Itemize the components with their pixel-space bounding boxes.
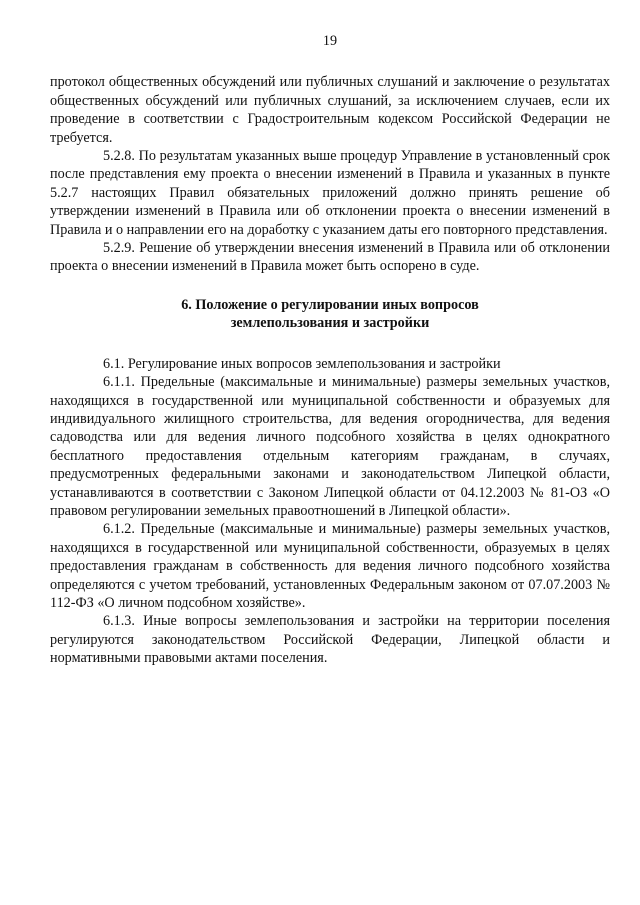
section-6-body	[50, 355, 610, 668]
section-6-heading-line2: землепользования и застройки	[230, 315, 430, 332]
paragraph-6-1-1: 6.1.1. Предельные (максимальные и минимальные) размеры земельных участков, находящихся в государственной или муниципальной собственности и образуемых для индивидуального жилищного строительства, для ведения огородничества, для ведения садоводства или для ведения личного подсобного хозяйства в целях однократного бесплатного предоставления отдельным категориям гражданам, в случаях, предусмотренных федеральными законами и законодательством Липецкой области, устанавливаются в соответствии с Законом Липецкой области от 04.12.2003 № 81-ОЗ «О правовом регулировании земельных правоотношений в Липецкой области».	[50, 374, 610, 519]
section-5-continuation	[50, 73, 610, 275]
page-number: 19	[322, 33, 338, 49]
paragraph-6-1-2: 6.1.2. Предельные (максимальные и минимальные) размеры земельных участков, находящихся в государственной или муниципальной собственности, образуемых в целях предоставления гражданам в собственность для ведения личного подсобного хозяйства определяются с учетом требований, установленных Федеральным законом от 07.07.2003 № 112-ФЗ «О личном подсобном хозяйстве».	[50, 521, 610, 611]
section-6-heading	[50, 296, 610, 333]
paragraph-protocol: протокол общественных обсуждений или публичных слушаний и заключение о результатах общественных обсуждений или публичных слушаний, за исключением случаев, если их проведение в соответствии с Градостроительным кодексом Российской Федерации не требуется.	[50, 74, 610, 146]
paragraph-6-1: 6.1. Регулирование иных вопросов землепользования и застройки	[103, 355, 501, 372]
paragraph-5-2-8: 5.2.8. По результатам указанных выше процедур Управление в установленный срок после представления ему проекта о внесении изменений в Правила и указанных в пункте 5.2.7 настоящих Правил обязательных приложений должно принять решение об утверждении изменений в Правила или об отклонении проекта о внесении изменений в Правила и о направлении его на доработку с указанием даты его повторного представления.	[50, 148, 610, 238]
section-6-heading-line1: 6. Положение о регулировании иных вопросов	[181, 296, 479, 313]
paragraph-6-1-3: 6.1.3. Иные вопросы землепользования и застройки на территории поселения регулируются законодательством Российской Федерации, Липецкой области и нормативными правовыми актами поселения.	[50, 613, 610, 667]
paragraph-5-2-9: 5.2.9. Решение об утверждении внесения изменений в Правила или об отклонении проекта о внесении изменений в Правила может быть оспорено в суде.	[50, 240, 610, 275]
